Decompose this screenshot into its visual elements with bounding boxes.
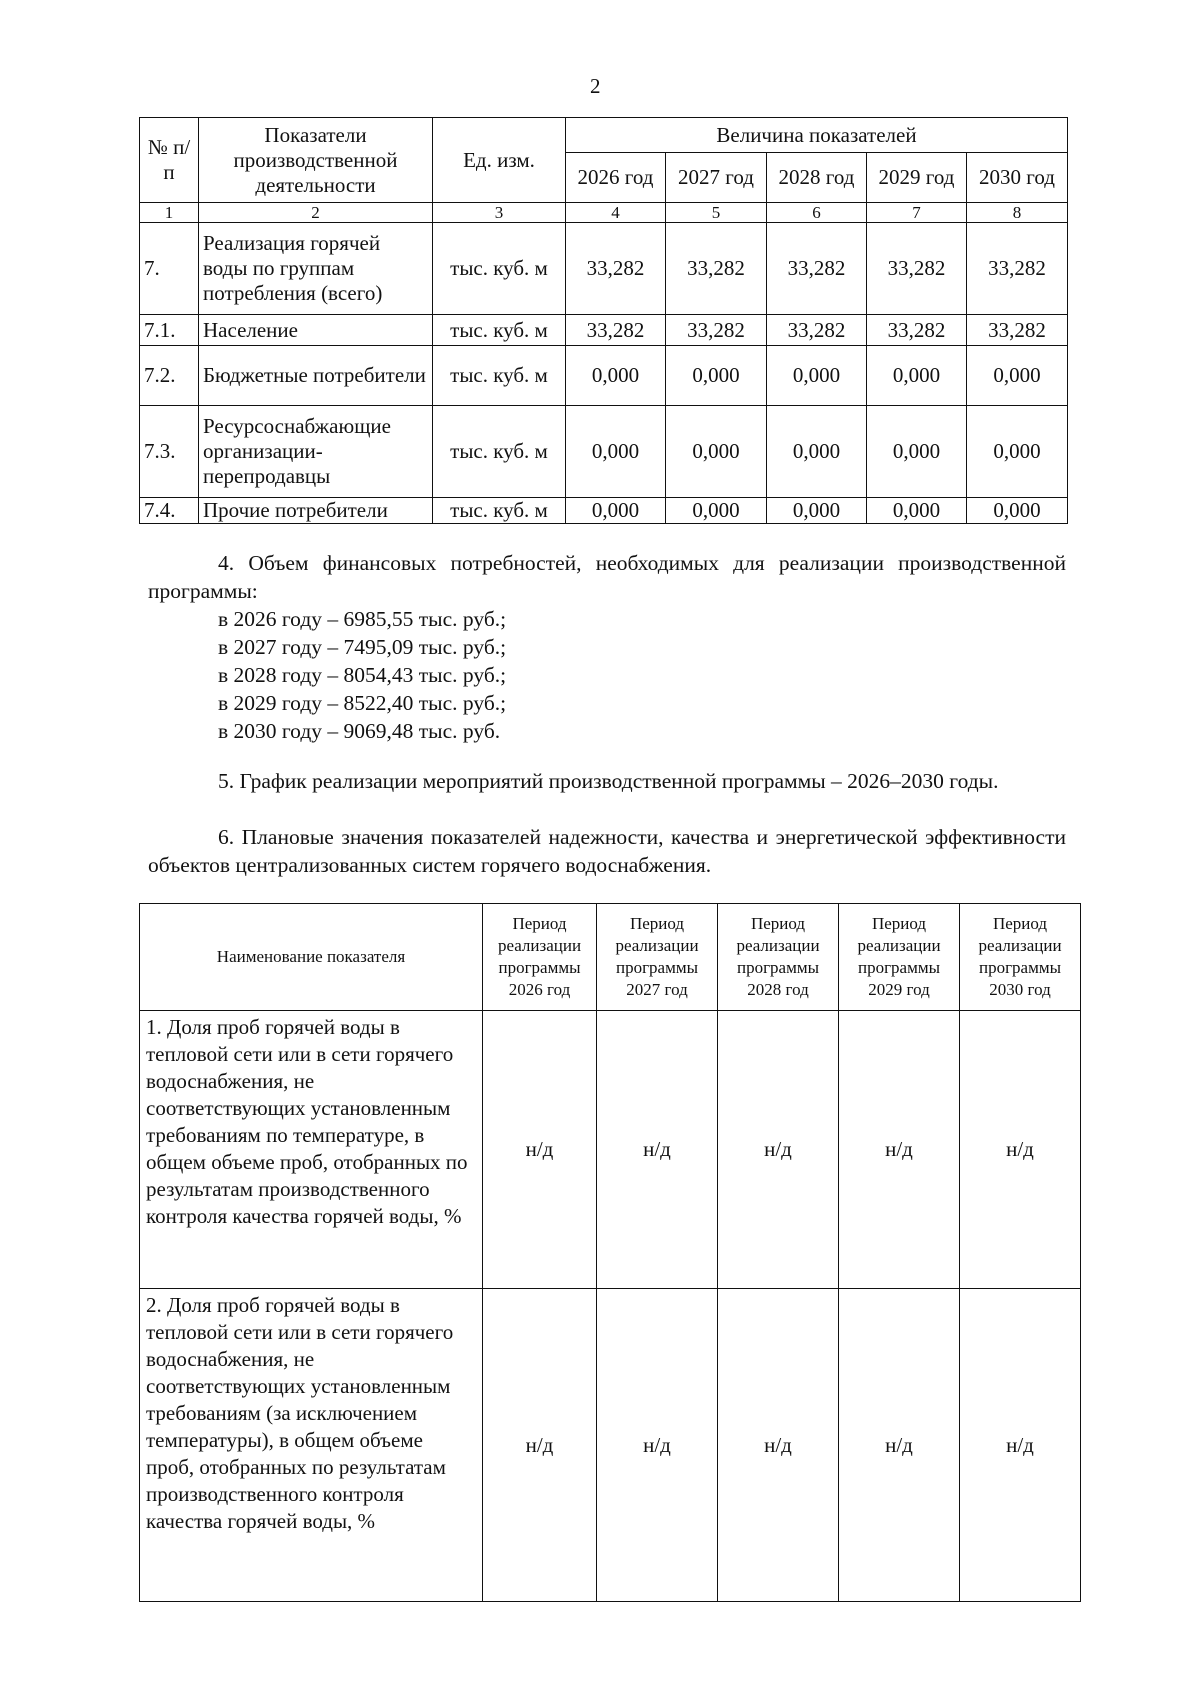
row-unit: тыс. куб. м bbox=[433, 406, 566, 498]
row-value: 33,282 bbox=[666, 315, 767, 346]
row-value: 33,282 bbox=[566, 223, 666, 315]
row-number: 7.1. bbox=[140, 315, 199, 346]
indicator-value: н/д bbox=[839, 1289, 960, 1602]
financing-item: в 2026 году – 6985,55 тыс. руб.; bbox=[218, 607, 507, 631]
reliability-indicators-table bbox=[139, 903, 1081, 1602]
section-4 bbox=[148, 549, 1066, 745]
indicator-value: н/д bbox=[483, 1011, 597, 1289]
indicator-value: н/д bbox=[597, 1289, 718, 1602]
financing-item: в 2028 году – 8054,43 тыс. руб.; bbox=[218, 663, 507, 687]
header-name: Показатели производственной деятельности bbox=[199, 118, 433, 203]
column-number: 3 bbox=[433, 203, 566, 223]
table-row bbox=[140, 315, 1068, 346]
row-value: 0,000 bbox=[666, 346, 767, 406]
section-6-text: 6. Плановые значения показателей надежности, качества и энергетической эффективности объектов централизованных систем горячего водоснабжения. bbox=[148, 825, 1066, 877]
column-number: 8 bbox=[967, 203, 1068, 223]
row-value: 0,000 bbox=[967, 406, 1068, 498]
row-value: 0,000 bbox=[967, 498, 1068, 524]
row-value: 0,000 bbox=[666, 498, 767, 524]
header-year: 2029 год bbox=[867, 153, 967, 203]
row-value: 33,282 bbox=[967, 223, 1068, 315]
indicator-value: н/д bbox=[960, 1289, 1081, 1602]
indicator-name: 2. Доля проб горячей воды в тепловой сети или в сети горячего водоснабжения, не соответствующих установленным требованиям (за исключением температуры), в общем объеме проб, отобранных по результатам производственного контроля качества горячей воды, % bbox=[140, 1289, 483, 1602]
header-year: 2030 год bbox=[967, 153, 1068, 203]
indicator-value: н/д bbox=[718, 1011, 839, 1289]
row-number: 7.4. bbox=[140, 498, 199, 524]
header-cell: Период реализации программы 2030 год bbox=[960, 904, 1081, 1011]
row-number: 7.2. bbox=[140, 346, 199, 406]
column-number: 7 bbox=[867, 203, 967, 223]
row-value: 0,000 bbox=[967, 346, 1068, 406]
header-cell: Период реализации программы 2026 год bbox=[483, 904, 597, 1011]
header-cell: Период реализации программы 2028 год bbox=[718, 904, 839, 1011]
row-value: 0,000 bbox=[767, 346, 867, 406]
row-value: 0,000 bbox=[767, 498, 867, 524]
row-unit: тыс. куб. м bbox=[433, 315, 566, 346]
page-number: 2 bbox=[590, 74, 601, 98]
header-cell: Период реализации программы 2027 год bbox=[597, 904, 718, 1011]
table-row bbox=[140, 223, 1068, 315]
row-name: Население bbox=[199, 315, 433, 346]
indicator-name: 1. Доля проб горячей воды в тепловой сети или в сети горячего водоснабжения, не соответствующих установленным требованиям по температуре, в общем объеме проб, отобранных по результатам производственного контроля качества горячей воды, % bbox=[140, 1011, 483, 1289]
row-number: 7. bbox=[140, 223, 199, 315]
section-4-intro: 4. Объем финансовых потребностей, необходимых для реализации производственной программы: bbox=[148, 551, 1066, 603]
row-name: Бюджетные потребители bbox=[199, 346, 433, 406]
row-value: 0,000 bbox=[867, 346, 967, 406]
row-number: 7.3. bbox=[140, 406, 199, 498]
row-value: 33,282 bbox=[867, 223, 967, 315]
row-value: 33,282 bbox=[566, 315, 666, 346]
column-number: 4 bbox=[566, 203, 666, 223]
row-value: 0,000 bbox=[867, 406, 967, 498]
indicator-value: н/д bbox=[483, 1289, 597, 1602]
header-cell: Период реализации программы 2029 год bbox=[839, 904, 960, 1011]
header-group: Величина показателей bbox=[566, 118, 1068, 153]
column-number: 1 bbox=[140, 203, 199, 223]
row-value: 33,282 bbox=[666, 223, 767, 315]
header-unit: Ед. изм. bbox=[433, 118, 566, 203]
row-unit: тыс. куб. м bbox=[433, 498, 566, 524]
row-value: 0,000 bbox=[566, 406, 666, 498]
financing-item: в 2027 году – 7495,09 тыс. руб.; bbox=[218, 635, 507, 659]
section-5-text: 5. График реализации мероприятий производственной программы – 2026–2030 годы. bbox=[218, 769, 999, 793]
row-name: Ресурсоснабжающие организации-перепродавцы bbox=[199, 406, 433, 498]
row-name: Реализация горячей воды по группам потребления (всего) bbox=[199, 223, 433, 315]
table-row bbox=[140, 1289, 1081, 1602]
financing-item: в 2030 году – 9069,48 тыс. руб. bbox=[218, 719, 501, 743]
header-year: 2027 год bbox=[666, 153, 767, 203]
indicator-value: н/д bbox=[597, 1011, 718, 1289]
header-year: 2026 год bbox=[566, 153, 666, 203]
section-5 bbox=[148, 767, 1066, 795]
row-name: Прочие потребители bbox=[199, 498, 433, 524]
row-value: 0,000 bbox=[767, 406, 867, 498]
indicator-value: н/д bbox=[718, 1289, 839, 1602]
row-value: 33,282 bbox=[767, 315, 867, 346]
row-value: 0,000 bbox=[566, 346, 666, 406]
table-row bbox=[140, 1011, 1081, 1289]
indicator-value: н/д bbox=[960, 1011, 1081, 1289]
column-number: 2 bbox=[199, 203, 433, 223]
header-num: № п/п bbox=[140, 118, 199, 203]
row-value: 0,000 bbox=[566, 498, 666, 524]
row-value: 0,000 bbox=[867, 498, 967, 524]
row-unit: тыс. куб. м bbox=[433, 346, 566, 406]
row-unit: тыс. куб. м bbox=[433, 223, 566, 315]
header-cell: Наименование показателя bbox=[140, 904, 483, 1011]
table-row bbox=[140, 346, 1068, 406]
row-value: 0,000 bbox=[666, 406, 767, 498]
column-number: 6 bbox=[767, 203, 867, 223]
table-row bbox=[140, 406, 1068, 498]
header-year: 2028 год bbox=[767, 153, 867, 203]
production-indicators-table bbox=[139, 117, 1068, 524]
column-number: 5 bbox=[666, 203, 767, 223]
table-row bbox=[140, 498, 1068, 524]
indicator-value: н/д bbox=[839, 1011, 960, 1289]
row-value: 33,282 bbox=[967, 315, 1068, 346]
row-value: 33,282 bbox=[867, 315, 967, 346]
financing-item: в 2029 году – 8522,40 тыс. руб.; bbox=[218, 691, 507, 715]
section-6 bbox=[148, 823, 1066, 879]
row-value: 33,282 bbox=[767, 223, 867, 315]
